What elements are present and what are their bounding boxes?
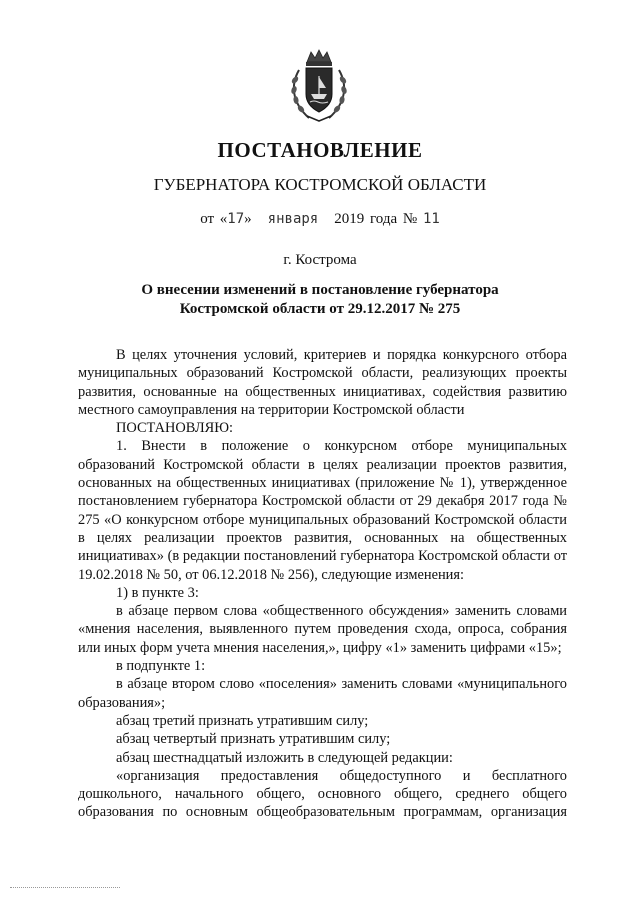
- paragraph-change-1: в абзаце первом слова «общественного обсуждения» заменить словами «мнения населения, выявленного путем проведения схода, опроса, собрания или иных форм учета мнения населения,», цифру «1» заменить цифрами «15»;: [78, 603, 567, 656]
- paragraph-change-5: абзац шестнадцатый изложить в следующей редакции:: [116, 749, 453, 766]
- document-number: 11: [422, 211, 440, 227]
- resolve-paragraph: ПОСТАНОВЛЯЮ:: [116, 420, 234, 437]
- document-subject-heading: [120, 281, 520, 319]
- paragraph-subpoint-1: в подпункте 1:: [116, 658, 206, 675]
- date-prefix: от «: [200, 211, 228, 227]
- date-month: января: [267, 211, 319, 227]
- paragraph-item-1: 1. Внести в положение о конкурсном отборе муниципальных образований Костромской области в целях реализации проектов развития, основанных на общественных инициативах (приложение № 1), утвержденное постановлением губернатора Костромской области от 29 декабря 2017 года № 275 «О конкурсном отборе муниципальных образований Костромской области в целях реализации проектов развития, основанных на общественных инициативах» (в редакции постановлений губернатора Костромской области от 19.02.2018 № 50, от 06.12.2018 № 256), следующие изменения:: [78, 438, 567, 583]
- coat-of-arms-emblem: [287, 48, 351, 124]
- paragraph-change-4: абзац четвертый признать утратившим силу;: [116, 731, 391, 748]
- preamble-paragraph: В целях уточнения условий, критериев и порядка конкурсного отбора муниципальных образований Костромской области, реализующих проекты развития, основанные на общественных инициативах, содействия развитию местного самоуправления на территории Костромской области: [78, 347, 567, 418]
- paragraph-change-2: в абзаце втором слово «поселения» заменить словами «муниципального образования»;: [78, 676, 567, 711]
- date-number-line: [0, 211, 640, 228]
- document-body: [78, 346, 567, 822]
- date-year: 2019 года №: [334, 211, 418, 227]
- paragraph-quoted-text: «организация предоставления общедоступного и бесплатного дошкольного, начального общего, основного общего, среднего общего образования по основным общеобразовательным программам, организация: [78, 767, 567, 821]
- city-line: г. Кострома: [283, 252, 357, 268]
- document-type-title: ПОСТАНОВЛЕНИЕ: [217, 138, 423, 162]
- paragraph-change-3: абзац третий признать утратившим силу;: [116, 712, 369, 729]
- footer-mark: [10, 887, 120, 888]
- subject-line-2: Костромской области от 29.12.2017 № 275: [179, 301, 461, 317]
- date-day-close: »: [244, 211, 252, 227]
- date-day: 17: [227, 211, 245, 227]
- issuer-title: ГУБЕРНАТОРА КОСТРОМСКОЙ ОБЛАСТИ: [153, 175, 487, 194]
- paragraph-subitem-1: 1) в пункте 3:: [116, 584, 199, 601]
- subject-line-1: О внесении изменений в постановление губернатора: [141, 282, 499, 298]
